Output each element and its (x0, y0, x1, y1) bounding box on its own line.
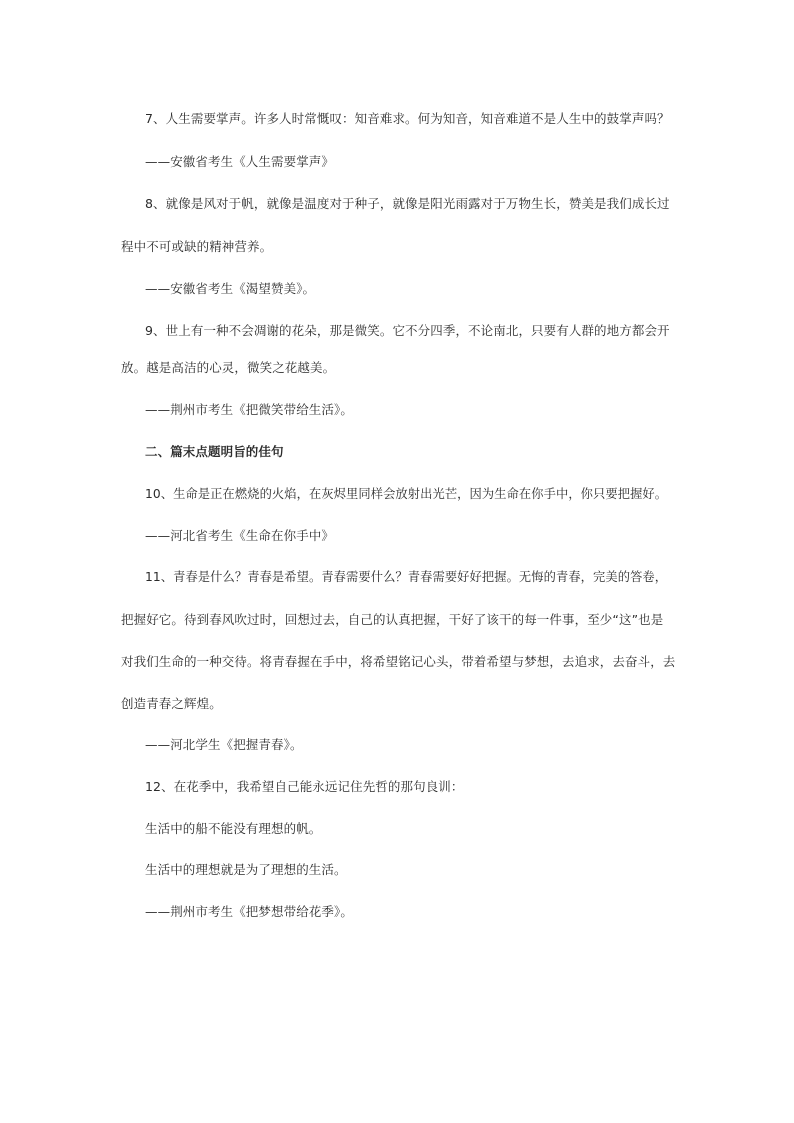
paragraph-9-line-2: 放。越是高洁的心灵，微笑之花越美。 (121, 360, 336, 375)
source-12: ——荆州市考生《把梦想带给花季》。 (145, 904, 353, 919)
paragraph-12-quote-1: 生活中的船不能没有理想的帆。 (145, 821, 322, 836)
paragraph-12-quote-2: 生活中的理想就是为了理想的生活。 (145, 862, 347, 877)
paragraph-11-line-1: 11、青春是什么？青春是希望。青春需要什么？青春需要好好把握。无悔的青春，完美的答卷， (145, 570, 668, 584)
paragraph-9-line-1: 9、世上有一种不会凋谢的花朵，那是微笑。它不分四季，不论南北，只要有人群的地方都会开 (145, 323, 670, 338)
paragraph-11-line-4: 创造青春之辉煌。 (121, 696, 222, 711)
paragraph-12: 12、在花季中，我希望自己能永远记住先哲的那句良训： (145, 779, 464, 794)
source-10: ——河北省考生《生命在你手中》 (145, 528, 335, 543)
section-heading: 二、篇末点题明旨的佳句 (145, 444, 284, 459)
paragraph-8-line-1: 8、就像是风对于帆，就像是温度对于种子，就像是阳光雨露对于万物生长，赞美是我们成长过 (145, 196, 670, 211)
paragraph-11-line-2: 把握好它。待到春风吹过时，回想过去，自己的认真把握，干好了该干的每一件事，至少“这”也是 (121, 612, 664, 627)
paragraph-7: 7、人生需要掌声。许多人时常慨叹：知音难求。何为知音，知音难道不是人生中的鼓掌声吗？ (145, 111, 670, 126)
paragraph-10: 10、生命是正在燃烧的火焰，在灰烬里同样会放射出光芒，因为生命在你手中，你只要把握好。 (145, 487, 668, 501)
source-7: ——安徽省考生《人生需要掌声》 (145, 154, 335, 169)
paragraph-11-line-3: 对我们生命的一种交待。将青春握在手中，将希望铭记心头，带着希望与梦想，去追求，去奋斗，去 (121, 654, 676, 669)
source-8: ——安徽省考生《渴望赞美》。 (145, 281, 316, 296)
source-11: ——河北学生《把握青春》。 (145, 737, 303, 752)
paragraph-8-line-2: 程中不可或缺的精神营养。 (121, 239, 273, 254)
source-9: ——荆州市考生《把微笑带给生活》。 (145, 402, 353, 417)
